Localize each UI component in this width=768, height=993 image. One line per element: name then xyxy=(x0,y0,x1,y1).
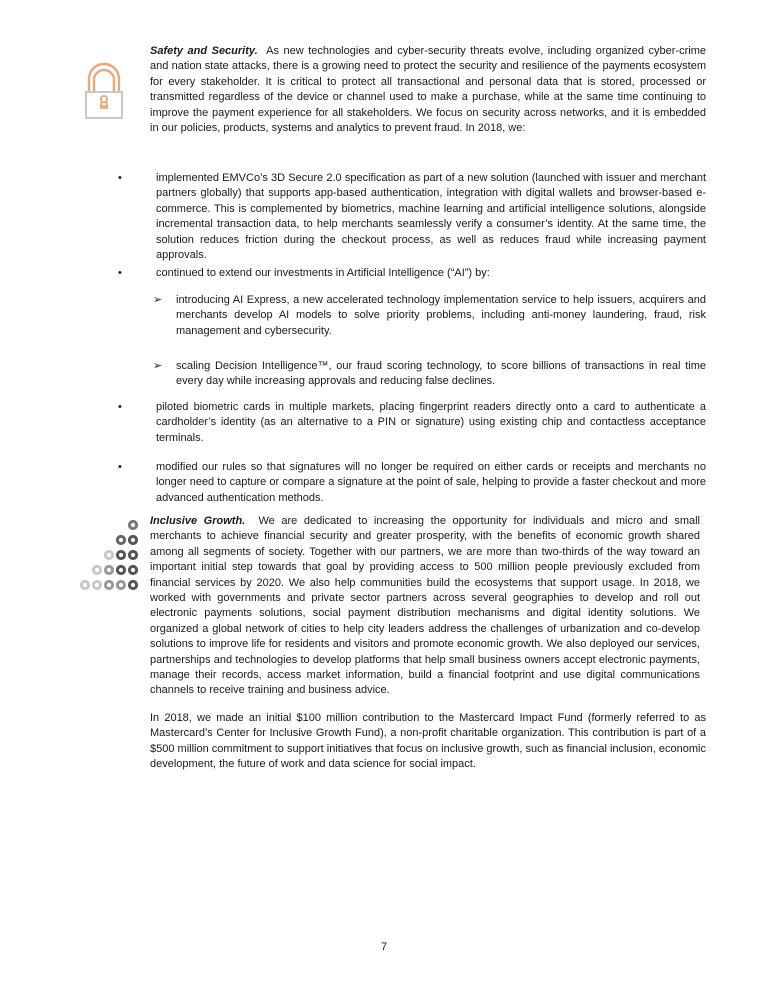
bullet-mark: • xyxy=(118,172,122,184)
impact-fund-paragraph: In 2018, we made an initial $100 million contribution to the Mastercard Impact Fund (formerly referred to as Mastercard’s Center for Inclusive Growth Fund), a non-profit charitable organization. This contribution is part of a $500 million commitment to support initiatives that focus on inclusive growth, such as financial inclusion, economic development, the future of work and data science for social impact. xyxy=(150,712,706,771)
arrow-bullet-icon: ➢ xyxy=(153,360,163,372)
padlock-keyhole xyxy=(101,96,107,108)
inclusive-heading: Inclusive Growth. xyxy=(150,515,246,527)
sub-bullet-text: introducing AI Express, a new accelerated technology implementation service to help issuers, acquirers and merchants develop AI models to solve priority problems, including anti-money laundering, fraud, risk management and cybersecurity. xyxy=(176,294,706,337)
bullet-text: implemented EMVCo’s 3D Secure 2.0 specification as part of a new solution (launched with issuer and merchant partners globally) that supports app-based authentication, integration with digital wallets and browser-based e-commerce. This is complemented by biometrics, machine learning and artificial intelligence solutions, alongside incremental transaction data, to help merchants seamlessly verify a consumer’s identity. At the same time, the solution reduces friction during the checkout process, as well as reduces fraud while increasing payment approvals. xyxy=(156,172,706,262)
bullet-text: continued to extend our investments in Artificial Intelligence (“AI”) by: xyxy=(156,267,490,279)
bullet-mark: • xyxy=(118,267,122,279)
inclusive-body: We are dedicated to increasing the opportunity for individuals and micro and small merchants to achieve financial security and greater prosperity, with the benefits of economic growth shared among all segments of society. Together with our partners, we are more than two-thirds of the way toward an important initial step towards that goal by providing access to 500 million people previously excluded from financial services by 2020. We also help communities build the ecosystems that support usage. In 2018, we worked with governments and private sector partners across several geographies to develop and roll out electronic payments solutions, social payment distribution mechanisms and digital identity solutions. We organized a global network of cities to help city leaders address the challenges of urbanization and co-develop solutions to improve life for residents and visitors and promote economic growth. We also deployed our services, partnerships and technologies to develop platforms that help small business owners accept electronic payments, manage their records, access market information, build a financial footprint and use digital communications channels to receive training and business advice. xyxy=(150,515,700,697)
arrow-bullet-icon: ➢ xyxy=(153,294,163,306)
bullet-mark: • xyxy=(118,461,122,473)
bullet-text: piloted biometric cards in multiple markets, placing fingerprint readers directly onto a card to authenticate a cardholder’s identity (as an alternative to a PIN or signature) using existing chip and contactless acceptance terminals. xyxy=(156,401,706,444)
safety-heading: Safety and Security. xyxy=(150,45,258,57)
page-number: 7 xyxy=(380,941,388,953)
dot-pyramid-icon xyxy=(76,518,140,594)
bullet-mark: • xyxy=(118,401,122,413)
padlock-icon xyxy=(84,62,124,120)
inclusive-paragraph xyxy=(150,514,700,699)
padlock-shackle-inner xyxy=(94,70,114,92)
safety-body: As new technologies and cyber-security threats evolve, including organized cyber-crime and nation state attacks, there is a growing need to protect the security and resilience of the payments ecosystem for every stakeholder. It is critical to protect all transactional and personal data that is stored, processed or transmitted regardless of the device or channel used to make a purchase, while at the same time continuing to improve the payment experience for all stakeholders. We focus on security across networks, and it is embedded in our policies, products, systems and analytics to prevent fraud. In 2018, we: xyxy=(150,45,707,135)
sub-bullet-text: scaling Decision Intelligence™, our fraud scoring technology, to score billions of transactions in real time every day while increasing approvals and reducing false declines. xyxy=(176,360,706,388)
bullet-text: modified our rules so that signatures will no longer be required on either cards or receipts and merchants no longer need to capture or compare a signature at the point of sale, helping to provide a faster checkout and more advanced authentication methods. xyxy=(156,461,706,504)
safety-paragraph xyxy=(150,44,706,136)
